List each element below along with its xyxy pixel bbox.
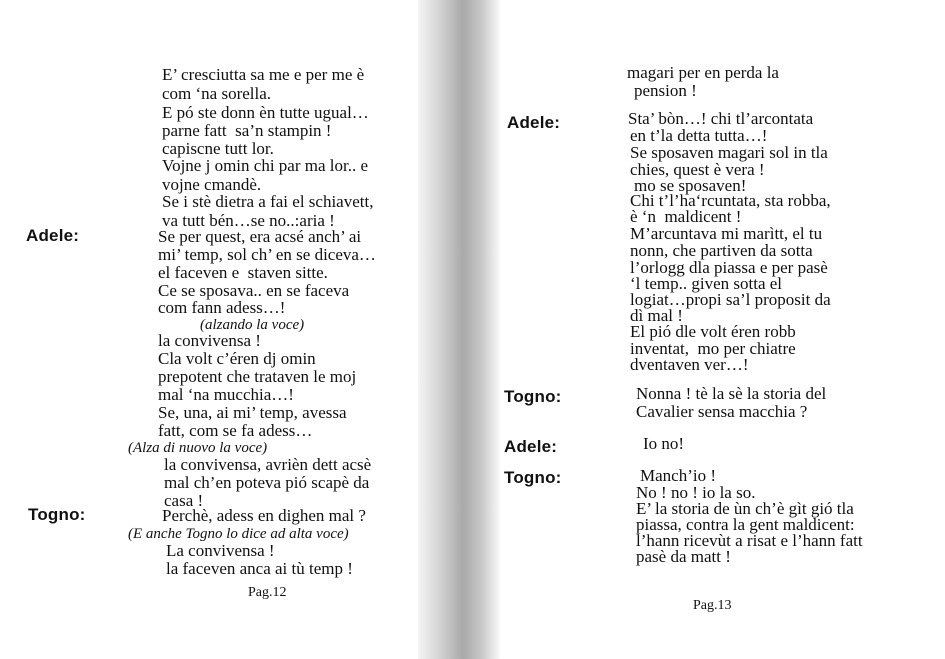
text-line: No ! no ! io la so. — [636, 483, 756, 502]
right-page — [500, 0, 945, 659]
text-line: Manch’io ! — [640, 466, 717, 485]
text-line: pension ! — [634, 81, 697, 100]
text-line: Io no! — [643, 434, 685, 453]
stage-direction: (Alza di nuovo la voce) — [128, 440, 268, 456]
text-line: Se sposaven magari sol in tla — [630, 143, 828, 162]
text-line: casa ! — [164, 491, 204, 510]
speaker-label: Adele: — [507, 113, 561, 132]
text-line: Nonna ! tè la sè la storia del — [636, 384, 827, 403]
text-line: El pió dle volt éren robb — [630, 322, 796, 341]
text-line: piassa, contra la gent maldicent: — [636, 515, 855, 534]
text-line: E’ cresciutta sa me e per me è — [162, 65, 365, 84]
text-line: pasè da matt ! — [636, 547, 731, 566]
text-line: fatt, com se fa adess… — [158, 421, 313, 440]
text-line: vojne cmandè. — [162, 175, 262, 194]
text-line: Chi t’l’ha‘rcuntata, sta robba, — [630, 191, 831, 210]
text-line: dì mal ! — [630, 306, 683, 325]
text-line: el faceven e staven sitte. — [158, 263, 328, 282]
text-line: en t’la detta tutta…! — [630, 126, 768, 145]
text-line: E pó ste donn èn tutte ugual… — [162, 103, 369, 122]
text-line: M’arcuntava mi marìtt, el tu — [630, 224, 823, 243]
text-line: capiscne tutt lor. — [162, 139, 274, 158]
speaker-label: Adele: — [504, 437, 558, 456]
text-line: la convivensa ! — [158, 331, 261, 350]
stage-direction: (alzando la voce) — [200, 317, 305, 333]
text-line: Sta’ bòn…! chi tl’arcontata — [628, 109, 814, 128]
text-line: prepotent che trataven le moj — [158, 367, 357, 386]
text-line: mal ch’en poteva pió scapè da — [164, 473, 370, 492]
text-line: l’hann ricevùt a risat e l’hann fatt — [636, 531, 863, 550]
text-line: La convivensa ! — [166, 541, 275, 560]
text-line: logiat…propi sa’l proposit da — [630, 290, 831, 309]
text-line: com ‘na sorella. — [162, 84, 272, 103]
speaker-label: Togno: — [504, 468, 562, 487]
text-line: Cavalier sensa macchia ? — [636, 402, 808, 421]
text-line: mo se sposaven! — [634, 176, 747, 195]
text-line: Perchè, adess en dighen mal ? — [162, 506, 366, 525]
text-line: Se i stè dietra a fai el schiavett, — [162, 192, 374, 211]
text-line: E’ la storia de ùn ch’è gìt gió tla — [636, 499, 854, 518]
left-page — [0, 0, 418, 659]
text-line: ‘l temp.. given sotta el — [630, 274, 783, 293]
text-line: mal ‘na mucchia…! — [158, 385, 294, 404]
text-line: l’orlogg dla piassa e per pasè — [630, 258, 828, 277]
page-number: Pag.12 — [248, 585, 287, 600]
speaker-label: Togno: — [504, 387, 562, 406]
page-number: Pag.13 — [693, 598, 732, 613]
text-line: Se, una, ai mi’ temp, avessa — [158, 403, 347, 422]
text-line: parne fatt sa’n stampin ! — [162, 121, 332, 140]
text-line: Se per quest, era acsé anch’ ai — [158, 227, 362, 246]
book-spine-shadow — [418, 0, 500, 659]
text-line: nonn, che partiven da sotta — [630, 241, 813, 260]
text-line: è ‘n maldicent ! — [630, 207, 742, 226]
text-line: Vojne j omin chi par ma lor.. e — [162, 156, 369, 175]
text-line: inventat, mo per chiatre — [630, 339, 796, 358]
stage-direction: (E anche Togno lo dice ad alta voce) — [128, 526, 349, 542]
text-line: la convivensa, avrièn dett acsè — [164, 455, 372, 474]
text-line: mi’ temp, sol ch’ en se diceva… — [158, 245, 376, 264]
text-line: dventaven ver…! — [630, 355, 749, 374]
text-line: la faceven anca ai tù temp ! — [166, 559, 353, 578]
speaker-label: Togno: — [28, 505, 86, 524]
text-line: Cla volt c’éren dj omin — [158, 349, 316, 368]
text-line: magari per en perda la — [627, 63, 779, 82]
text-line: va tutt bén…se no..:aria ! — [162, 211, 335, 230]
text-line: com fann adess…! — [158, 298, 286, 317]
text-line: Ce se sposava.. en se faceva — [158, 281, 350, 300]
speaker-label: Adele: — [26, 226, 80, 245]
text-line: chies, quest è vera ! — [630, 160, 765, 179]
